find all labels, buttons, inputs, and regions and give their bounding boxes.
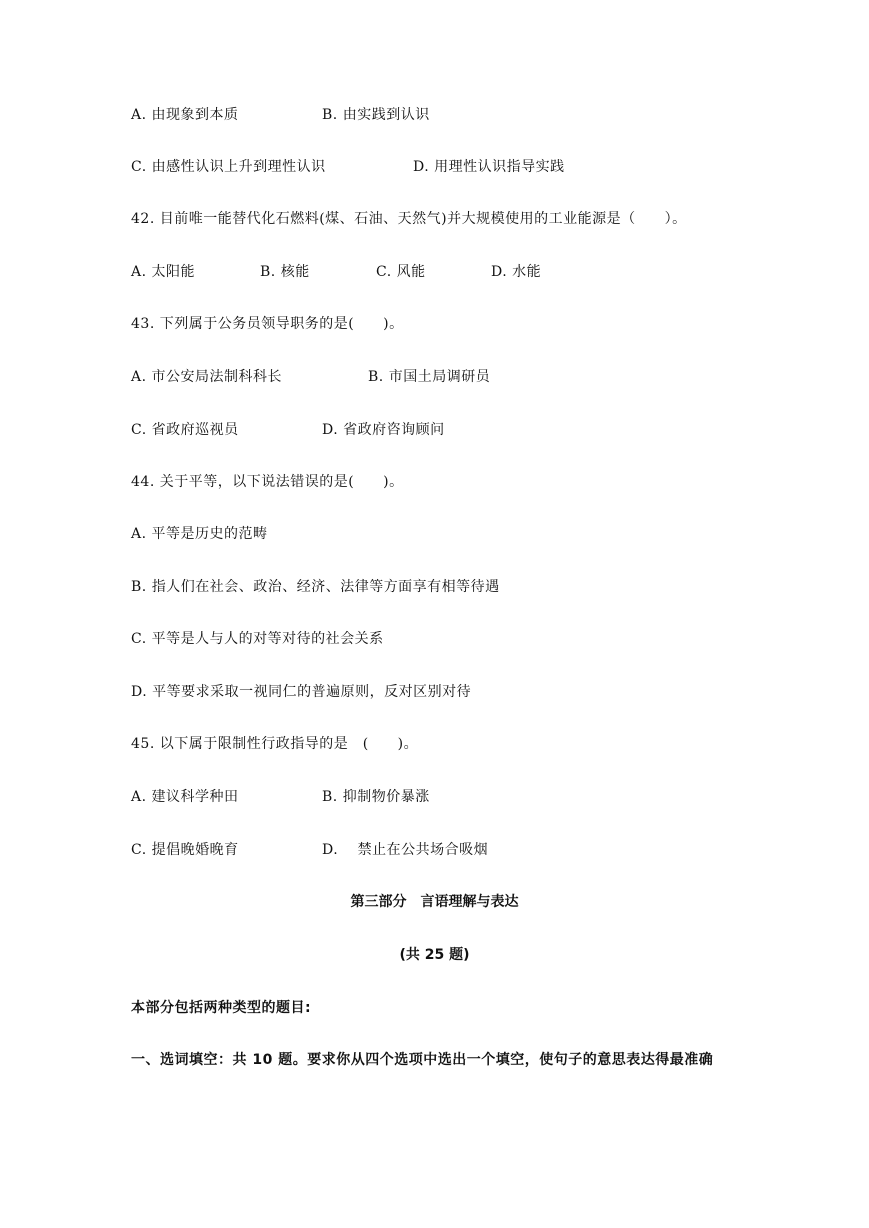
q41-option-d: D. 用理性认识指导实践 xyxy=(413,159,565,175)
section-title: 第三部分 言语理解与表达 xyxy=(350,894,519,910)
q43-option-b: B. 市国土局调研员 xyxy=(368,369,491,385)
q44-option-a: A. 平等是历史的范畴 xyxy=(131,526,268,542)
q45-option-d: D. 禁止在公共场合吸烟 xyxy=(322,842,489,858)
q44-option-c: C. 平等是人与人的对等对待的社会关系 xyxy=(131,631,384,647)
q42-option-c: C. 风能 xyxy=(376,264,426,280)
q43-stem: 43. 下列属于公务员领导职务的是( )。 xyxy=(131,316,404,332)
q44-stem: 44. 关于平等，以下说法错误的是( )。 xyxy=(131,474,404,490)
part1-description: 一、选词填空：共 10 题。要求你从四个选项中选出一个填空，使句子的意思表达得最准确 xyxy=(131,1052,714,1068)
q41-option-c: C. 由感性认识上升到理性认识 xyxy=(131,159,326,175)
q43-option-a: A. 市公安局法制科科长 xyxy=(131,369,283,385)
q44-option-d: D. 平等要求采取一视同仁的普遍原则，反对区别对待 xyxy=(131,684,472,700)
q43-option-d: D. 省政府咨询顾问 xyxy=(322,422,445,438)
q43-option-c: C. 省政府巡视员 xyxy=(131,422,239,438)
q42-stem: 42. 目前唯一能替代化石燃料(煤、石油、天然气)并大规模使用的工业能源是（ ）。 xyxy=(131,211,687,227)
q42-option-a: A. 太阳能 xyxy=(131,264,196,280)
q42-option-d: D. 水能 xyxy=(491,264,542,280)
q44-option-b: B. 指人们在社会、政治、经济、法律等方面享有相等待遇 xyxy=(131,579,500,595)
section-subtitle: (共 25 题) xyxy=(399,947,470,963)
q45-stem: 45. 以下属于限制性行政指导的是 ( )。 xyxy=(131,736,419,752)
q42-option-b: B. 核能 xyxy=(260,264,310,280)
q45-option-c: C. 提倡晚婚晚育 xyxy=(131,842,239,858)
q41-option-a: A. 由现象到本质 xyxy=(131,107,239,123)
q45-option-a: A. 建议科学种田 xyxy=(131,789,239,805)
section-intro: 本部分包括两种类型的题目: xyxy=(131,1000,312,1016)
q45-option-b: B. 抑制物价暴涨 xyxy=(322,789,430,805)
q41-option-b: B. 由实践到认识 xyxy=(322,107,430,123)
